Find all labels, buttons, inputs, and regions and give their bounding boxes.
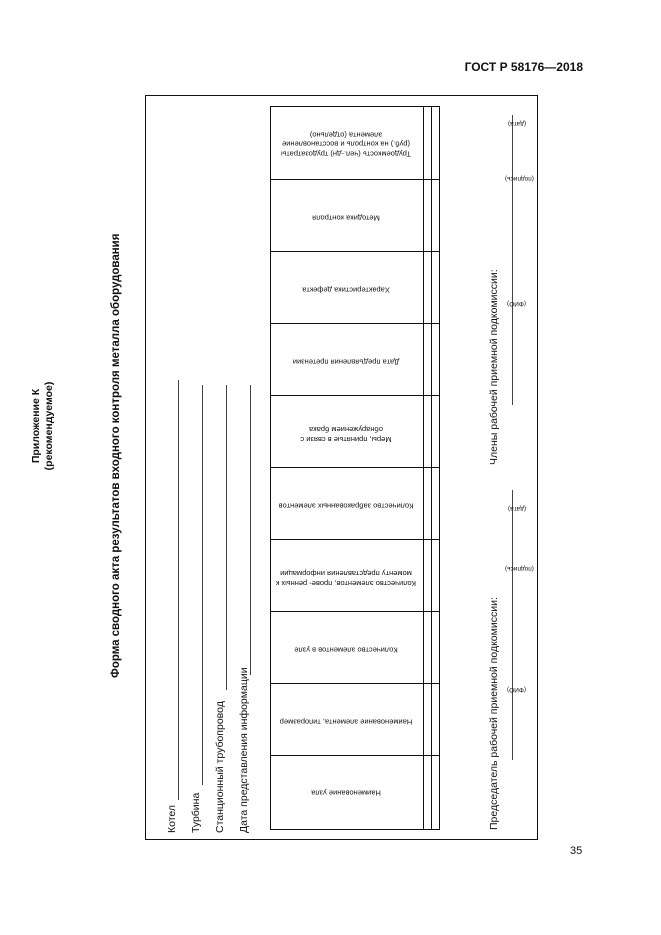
table-header (270, 542, 422, 614)
members-caption-name: (ФИО) (507, 300, 526, 307)
table-row-divider (423, 107, 424, 829)
table-header-text: Трудоемкость (чел.-дн) трудозатраты (руб.) на контроль и восстановление элемента (отдельно) (280, 130, 412, 159)
table-header-text: Количество элементов в узле (294, 645, 398, 655)
field-label-turbine: Турбина (190, 792, 202, 833)
chairman-signature-label: Председатель рабочей приемной подкомиссии: (488, 597, 500, 830)
field-boiler (166, 803, 178, 833)
table-header-text: Характеристика дефекта (302, 285, 390, 295)
table-header-text: Наименование узла (311, 788, 381, 798)
field-label-pipeline: Станционный трубопровод (214, 701, 226, 833)
chairman-signature-line[interactable] (512, 490, 513, 760)
table-header-text: Количество забракованных элементов (278, 501, 414, 511)
table-header (270, 470, 422, 542)
members-caption-signature: (подпись) (505, 175, 534, 182)
field-date (238, 665, 250, 833)
table-header (270, 254, 422, 326)
standard-code: ГОСТ Р 58176—2018 (464, 60, 583, 74)
field-line-boiler[interactable] (178, 380, 179, 800)
table-header (270, 326, 422, 398)
chairman-caption-name: (ФИО) (507, 686, 526, 693)
table-header-text: Методика контроля (312, 213, 380, 223)
table-header-text: Наименование элемента, типоразмер (279, 717, 413, 727)
table-header-text: Меры, принятые в связи с обнаружением брака (300, 425, 392, 444)
chairman-caption-signature: (подпись) (505, 565, 534, 572)
table-header (270, 614, 422, 686)
appendix-heading (30, 356, 56, 496)
chairman-caption-date: (дата) (508, 505, 527, 512)
table-header-text: Дата предъявления претензии (292, 357, 400, 367)
table-header (270, 107, 422, 182)
field-label-boiler: Котел (166, 804, 178, 833)
page-number: 35 (570, 845, 583, 857)
table-header (270, 686, 422, 758)
field-label-date: Дата представления информации (238, 667, 250, 833)
field-line-turbine[interactable] (202, 385, 203, 785)
table-header (270, 758, 422, 828)
table-header (270, 182, 422, 254)
field-pipeline (214, 699, 226, 833)
field-line-date[interactable] (250, 385, 251, 675)
table-row-divider (431, 107, 432, 829)
field-turbine (190, 791, 202, 833)
table-header (270, 398, 422, 470)
appendix-title: Приложение К (30, 388, 42, 464)
field-line-pipeline[interactable] (226, 385, 227, 690)
table-header-text: Количество элементов, прове- ренных к моменту представления информации (276, 569, 416, 588)
members-signature-label: Члены рабочей приемной подкомиссии: (488, 269, 500, 465)
members-caption-date: (дата) (508, 120, 527, 127)
appendix-subtitle: (рекомендуемое) (43, 381, 55, 471)
members-signature-line[interactable] (512, 115, 513, 405)
form-title: Форма сводного акта результатов входного контроля металла оборудования (110, 233, 122, 678)
